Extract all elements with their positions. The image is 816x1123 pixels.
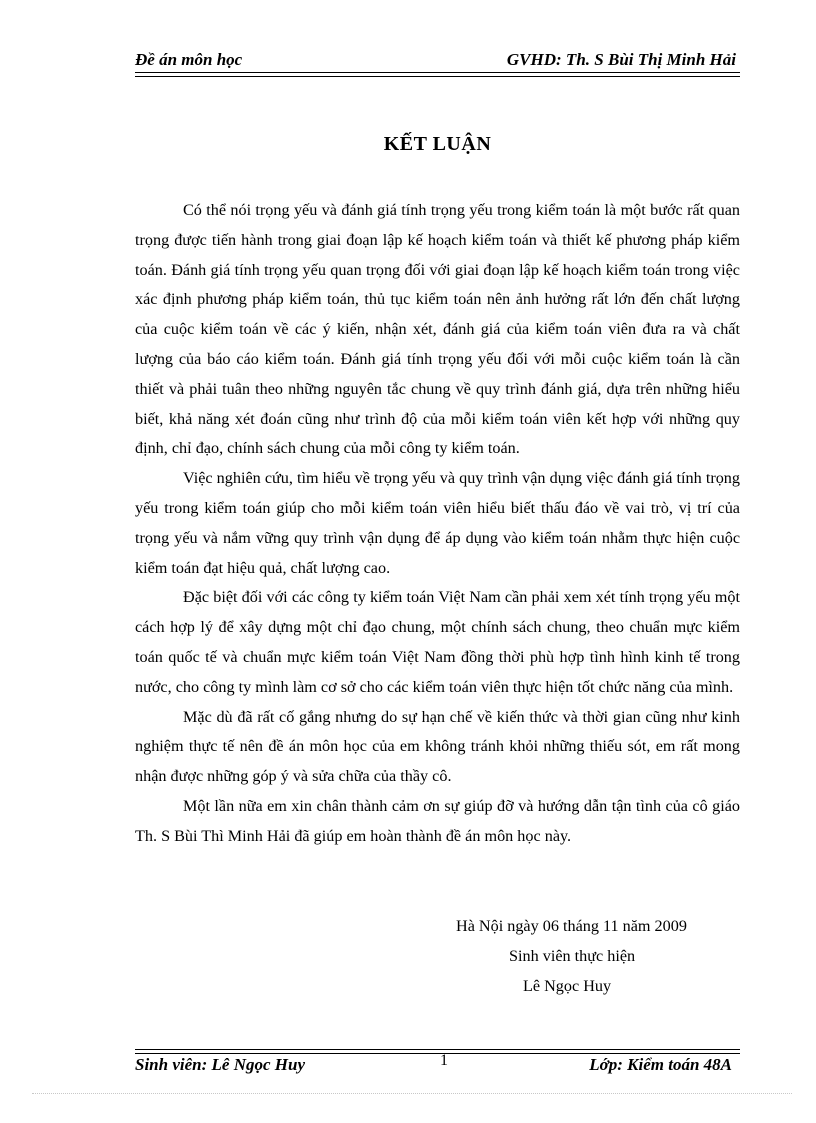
paragraph-5: Một lần nữa em xin chân thành cảm ơn sự giúp đỡ và hướng dẫn tận tình của cô giáo Th. S Bùi Thì Minh Hải đã giúp em hoàn thành đề án môn học này. — [135, 796, 740, 845]
paragraph-4: Mặc dù đã rất cố gắng nhưng do sự hạn chế về kiến thức và thời gian cũng như kinh nghiệm thực tế nên đề án môn học của em không tránh khỏi những thiếu sót, em rất mong nhận được những góp ý và sửa chữa của thầy cô. — [135, 707, 740, 786]
signature-date: Hà Nội ngày 06 tháng 11 năm 2009 — [456, 917, 687, 935]
signature-name: Lê Ngọc Huy — [523, 977, 612, 995]
header-advisor: GVHD: Th. S Bùi Thị Minh Hải — [506, 50, 736, 69]
page-header — [135, 50, 740, 72]
footer-student: Sinh viên: Lê Ngọc Huy — [135, 1055, 305, 1074]
paragraph-1: Có thể nói trọng yếu và đánh giá tính trọng yếu trong kiểm toán là một bước rất quan trọng được tiến hành trong giai đoạn lập kế hoạch kiểm toán và thiết kế phương pháp kiểm toán. Đánh giá tính trọng yếu quan trọng đối với giai đoạn lập kế hoạch kiểm toán trong việc xác định phương pháp kiểm toán, thủ tục kiểm toán nên ảnh hưởng rất lớn đến chất lượng của cuộc kiểm toán về các ý kiến, nhận xét, đánh giá của kiểm toán viên đưa ra và chất lượng của báo cáo kiểm toán. Đánh giá tính trọng yếu đối với mỗi cuộc kiểm toán là cần thiết và phải tuân theo những nguyên tắc chung về quy trình đánh giá, dựa trên những hiểu biết, khả năng xét đoán cũng như trình độ của mỗi kiểm toán viên kết hợp với những quy định, chỉ đạo, chính sách chung của mỗi công ty kiểm toán. — [135, 201, 740, 458]
conclusion-body — [135, 196, 740, 852]
page-title: KẾT LUẬN — [383, 133, 492, 155]
header-course-title: Đề án môn học — [135, 50, 243, 69]
page-number: 1 — [440, 1052, 448, 1069]
footer-rule — [135, 1049, 740, 1054]
signature-role: Sinh viên thực hiện — [509, 947, 636, 965]
page-footer — [135, 1052, 740, 1079]
paragraph-2: Việc nghiên cứu, tìm hiểu về trọng yếu và quy trình vận dụng việc đánh giá tính trọng yếu trong kiểm toán giúp cho mỗi kiểm toán viên hiểu biết thấu đáo về vai trò, vị trí của trọng yếu và nắm vững quy trình vận dụng để áp dụng vào kiểm toán nhằm thực hiện cuộc kiểm toán đạt hiệu quả, chất lượng cao. — [135, 469, 740, 577]
page-bottom-dotted-line — [32, 1093, 792, 1094]
header-rule — [135, 72, 740, 77]
signature-block — [135, 911, 740, 1001]
footer-class: Lớp: Kiểm toán 48A — [589, 1055, 732, 1074]
paragraph-3: Đặc biệt đối với các công ty kiểm toán Việt Nam cần phải xem xét tính trọng yếu một cách hợp lý để xây dựng một chỉ đạo chung, một chính sách chung, theo chuẩn mực kiểm toán quốc tế và chuẩn mực kiểm toán Việt Nam đồng thời phù hợp tình hình kinh tế trong nước, cho công ty mình làm cơ sở cho các kiểm toán viên thực hiện tốt chức năng của mình. — [135, 588, 740, 696]
